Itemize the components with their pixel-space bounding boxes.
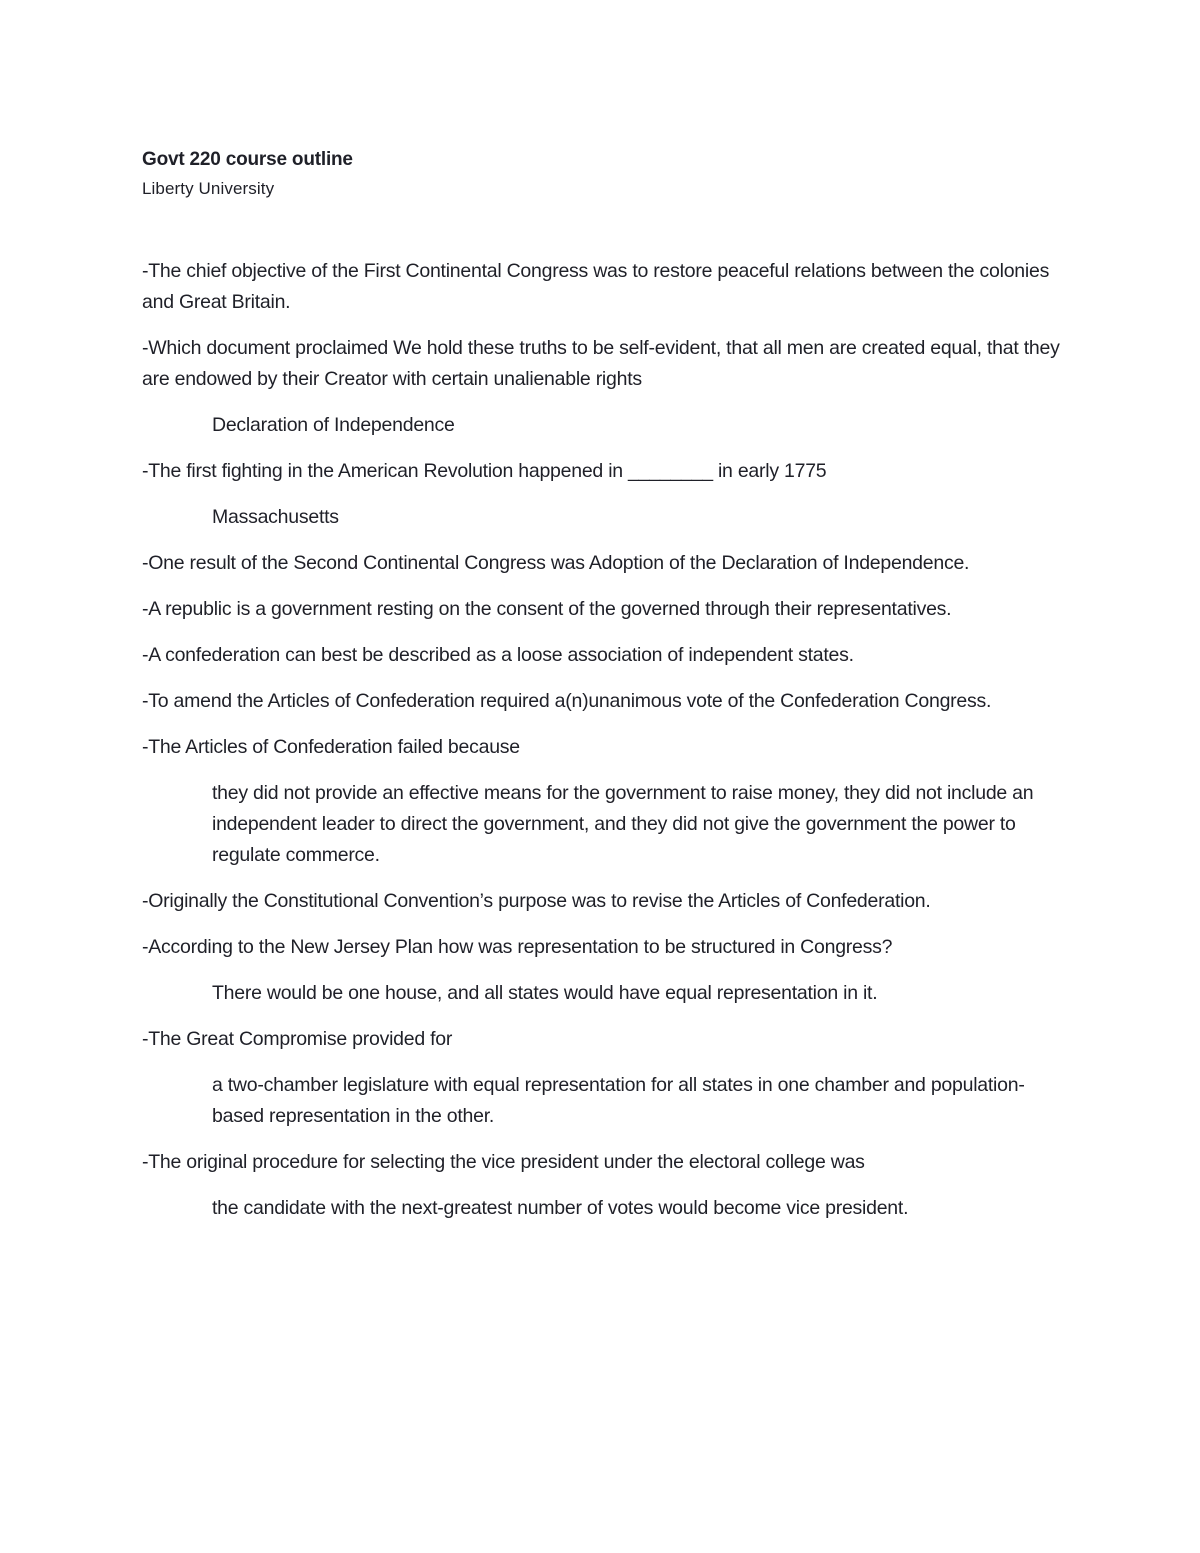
outline-item: -According to the New Jersey Plan how was representation to be structured in Congress? [142, 936, 893, 958]
outline-answer: they did not provide an effective means for the government to raise money, they did not include an independent leader to direct the government, and they did not give the government the power to regulate commerce. [212, 782, 1034, 866]
outline-item: -The first fighting in the American Revolution happened in ________ in early 1775 [142, 460, 827, 482]
outline-answer: the candidate with the next-greatest number of votes would become vice president. [212, 1197, 909, 1219]
document-title: Govt 220 course outline [142, 149, 353, 170]
outline-item: -The chief objective of the First Continental Congress was to restore peaceful relations between the colonies and Great Britain. [142, 260, 1050, 313]
outline-item: -To amend the Articles of Confederation required a(n)unanimous vote of the Confederation Congress. [142, 690, 992, 712]
outline-answer: a two-chamber legislature with equal representation for all states in one chamber and population-based representation in the other. [212, 1074, 1025, 1127]
outline-answer: Declaration of Independence [212, 414, 455, 436]
document-page [142, 146, 1072, 1239]
outline-item: -The Articles of Confederation failed because [142, 736, 520, 758]
outline-item: -A confederation can best be described as a loose association of independent states. [142, 644, 854, 666]
outline-answer: Massachusetts [212, 506, 339, 528]
document-subtitle: Liberty University [142, 179, 275, 198]
outline-item: -The original procedure for selecting the vice president under the electoral college was [142, 1151, 865, 1173]
outline-item: -One result of the Second Continental Congress was Adoption of the Declaration of Independence. [142, 552, 970, 574]
outline-body [142, 256, 1072, 1224]
outline-item: -The Great Compromise provided for [142, 1028, 453, 1050]
outline-answer: There would be one house, and all states would have equal representation in it. [212, 982, 878, 1004]
outline-item: -Originally the Constitutional Convention’s purpose was to revise the Articles of Confederation. [142, 890, 931, 912]
outline-item: -Which document proclaimed We hold these truths to be self-evident, that all men are created equal, that they are endowed by their Creator with certain unalienable rights [142, 337, 1060, 390]
outline-item: -A republic is a government resting on the consent of the governed through their representatives. [142, 598, 952, 620]
